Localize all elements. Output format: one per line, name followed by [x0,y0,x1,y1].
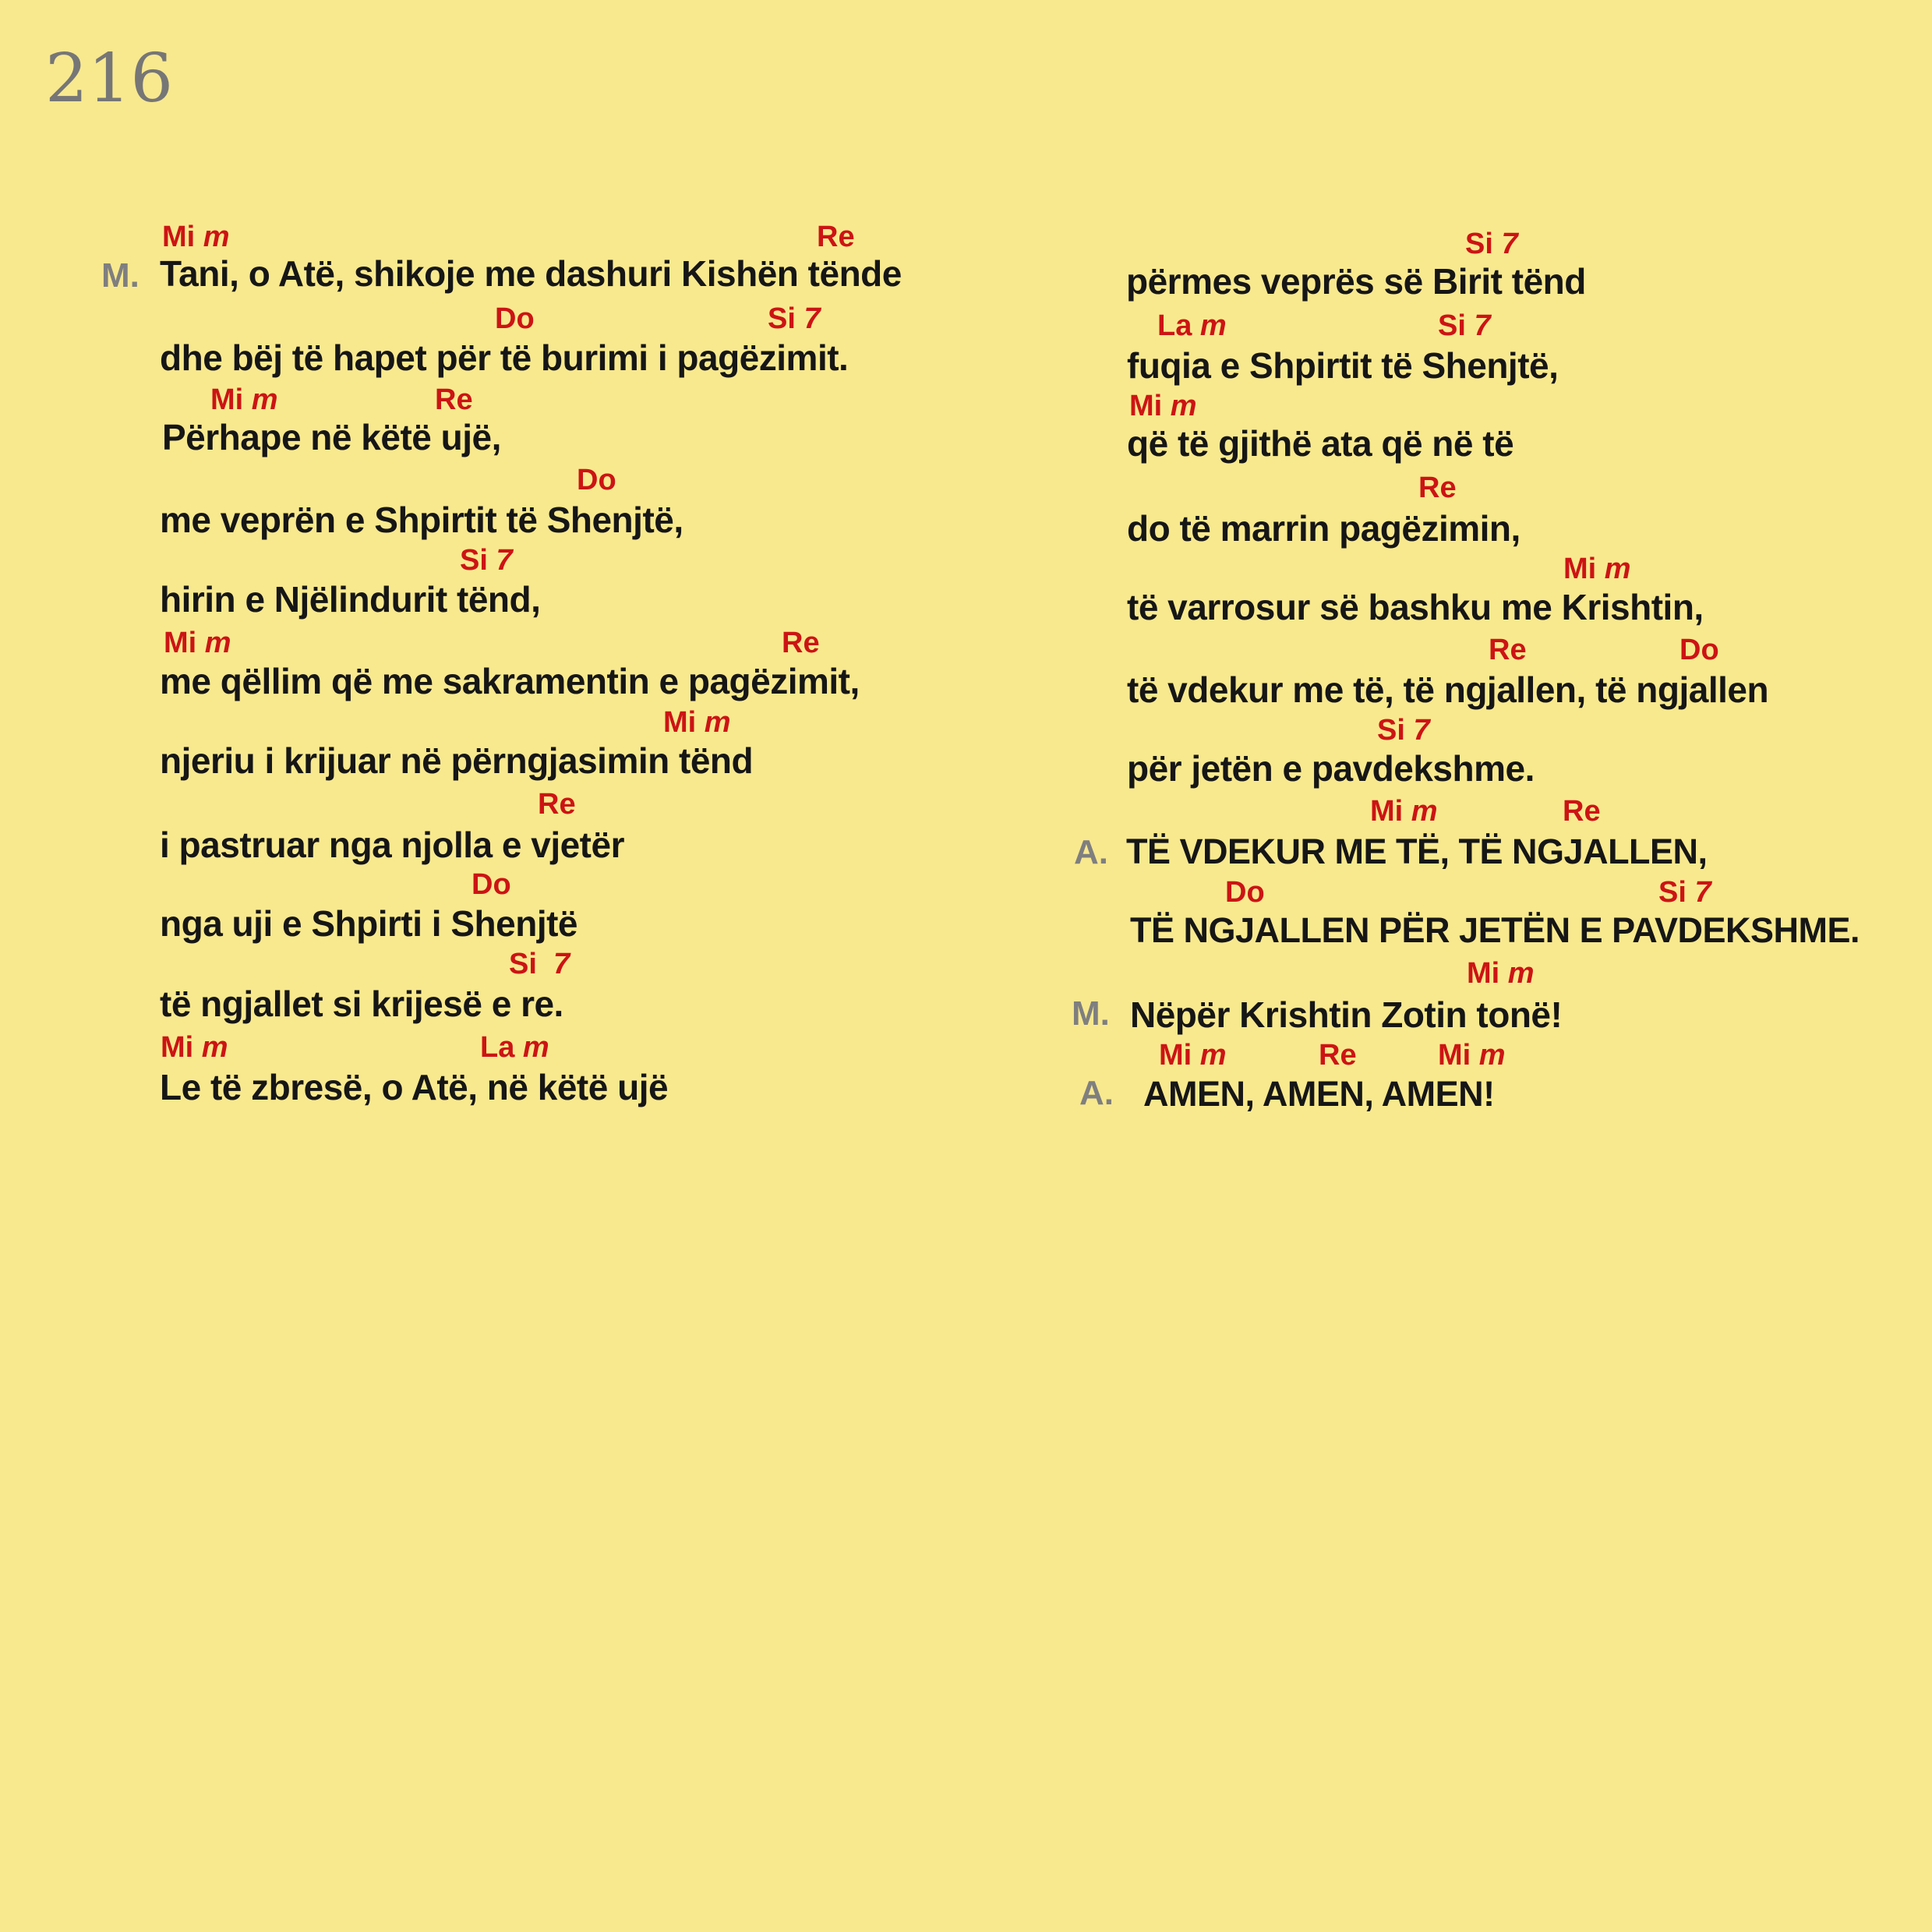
lyric-line-caps: AMEN, AMEN, AMEN! [1143,1074,1495,1114]
chord: Mi m [162,221,230,253]
chord: Do [1679,634,1719,666]
lyric-line: për jetën e pavdekshme. [1127,748,1535,789]
lyric-line: të ngjallet si krijesë e re. [160,984,563,1024]
chord: Mi m [1563,553,1631,585]
chord: Si 7 [768,302,821,335]
lyric-line: Përhape në këtë ujë, [162,417,501,457]
chord: Do [577,464,616,496]
chord: Mi m [164,627,231,659]
role-a-label: A. [1079,1074,1114,1112]
page-number: 216 [45,40,174,118]
lyric-line: përmes veprës së Birit tënd [1126,261,1586,302]
role-m-label: M. [1072,994,1110,1033]
chord: Mi m [161,1031,228,1064]
lyric-line: njeriu i krijuar në përngjasimin tënd [160,740,754,781]
chord: Si 7 [1465,228,1518,260]
lyric-line: me qëllim që me sakramentin e pagëzimit, [160,661,860,701]
chord: Re [817,221,855,253]
lyric-line: do të marrin pagëzimin, [1127,508,1521,549]
chord: Si 7 [1438,309,1491,342]
chord: Si 7 [1658,876,1711,909]
chord: Do [1225,876,1265,909]
chord: La m [1157,309,1227,342]
lyric-line: Le të zbresë, o Atë, në këtë ujë [160,1067,669,1107]
chord: Mi m [1438,1039,1506,1072]
chord: Re [538,788,576,821]
lyric-line: fuqia e Shpirtit të Shenjtë, [1127,345,1559,386]
chord: Mi m [663,706,731,739]
chord: La m [480,1031,549,1064]
chord: Mi m [210,383,278,416]
chord: Re [1563,795,1601,828]
chord: Re [1489,634,1527,666]
lyric-line: të vdekur me të, të ngjallen, të ngjallen [1127,669,1769,710]
chord: Re [435,383,473,416]
lyric-line: Tani, o Atë, shikoje me dashuri Kishën tënde [160,253,902,294]
lyric-line: dhe bëj të hapet për të burimi i pagëzimit. [160,337,849,378]
lyric-line: të varrosur së bashku me Krishtin, [1127,587,1704,627]
chord: Do [495,302,535,335]
lyric-line: Nëpër Krishtin Zotin tonë! [1130,994,1563,1035]
role-m-label: M. [101,256,140,295]
lyric-line: hirin e Njëlindurit tënd, [160,579,541,620]
lyric-line: nga uji e Shpirti i Shenjtë [160,903,578,944]
lyric-line: i pastruar nga njolla e vjetër [160,825,624,865]
chord: Re [1319,1039,1357,1072]
chord: Mi m [1129,390,1197,422]
chord: Do [472,868,511,901]
chord: Si 7 [460,544,513,577]
lyric-line-caps: TË VDEKUR ME TË, TË NGJALLEN, [1126,832,1708,871]
chord: Mi m [1370,795,1438,828]
chord: Mi m [1159,1039,1227,1072]
chord: Si 7 [1377,714,1430,747]
chord: Re [782,627,820,659]
chord: Si 7 [509,948,570,980]
lyric-line-caps: TË NGJALLEN PËR JETËN E PAVDEKSHME. [1130,910,1860,950]
chord: Mi m [1467,957,1535,990]
lyric-line: që të gjithë ata që në të [1127,423,1514,464]
role-a-label: A. [1074,833,1108,871]
chord: Re [1418,472,1457,504]
lyric-line: me veprën e Shpirtit të Shenjtë, [160,500,683,540]
